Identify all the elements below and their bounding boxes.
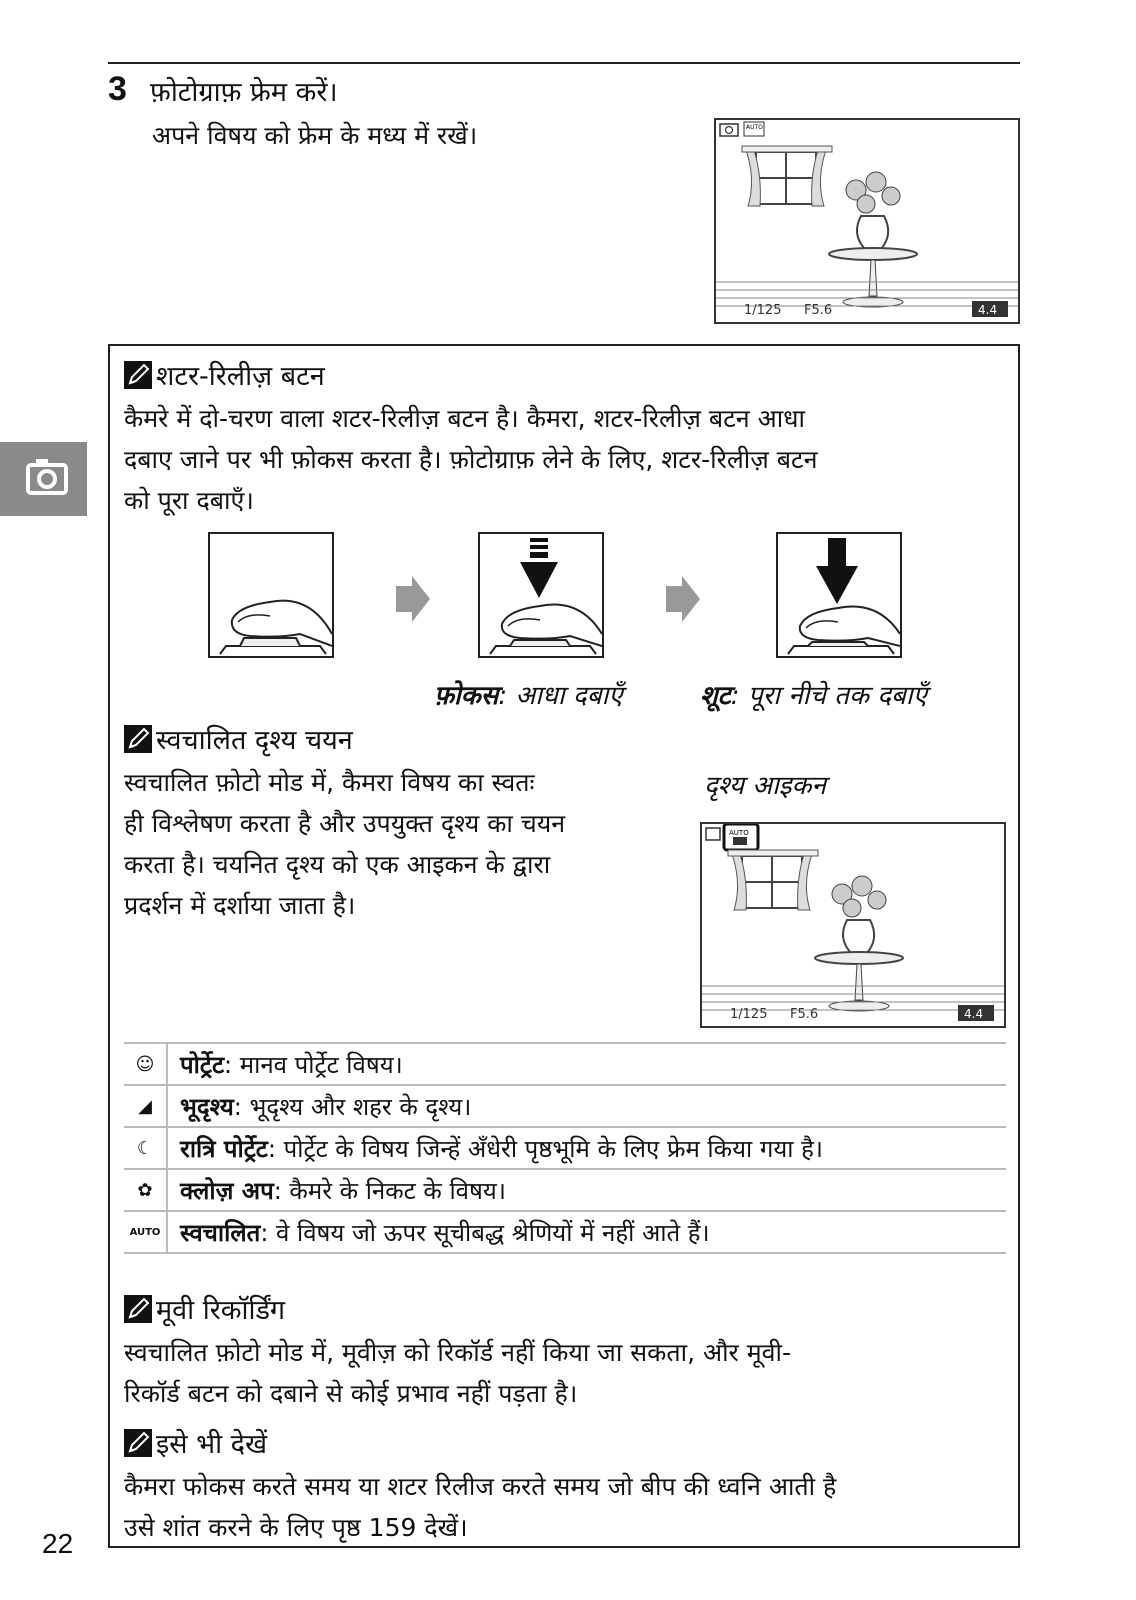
lcd-aperture: F5.6 xyxy=(804,303,833,318)
button-rest-illustration xyxy=(208,532,334,658)
close-up-icon: ✿ xyxy=(124,1169,167,1211)
pencil-icon xyxy=(124,1429,152,1457)
camera-icon xyxy=(0,442,87,516)
button-half-press-illustration xyxy=(478,532,604,658)
table-row: AUTO स्वचालित: वे विषय जो ऊपर सूचीबद्ध श्रेणियों में नहीं आते हैं। xyxy=(124,1211,1006,1253)
lcd-scene-illustration xyxy=(702,824,1004,1026)
movie-paragraph: स्वचालित फ़ोटो मोड में, मूवीज़ को रिकॉर्ड नहीं किया जा सकता, और मूवी- रिकॉर्ड बटन को दबाने से कोई प्रभाव नहीं पड़ता है। xyxy=(124,1338,792,1408)
step-body: अपने विषय को फ्रेम के मध्य में रखें। xyxy=(152,121,478,150)
shoot-caption: शूट: पूरा नीचे तक दबाएँ xyxy=(700,681,927,711)
scene-table xyxy=(124,1042,1006,1254)
scene-icon-caption: दृश्य आइकन xyxy=(704,771,826,801)
note-heading-auto-scene: स्वचालित दृश्य चयन xyxy=(124,720,353,757)
arrow-right-icon xyxy=(392,574,432,624)
night-portrait-icon: ☾ xyxy=(124,1127,167,1169)
table-row: ✿ क्लोज़ अप: कैमरे के निकट के विषय। xyxy=(124,1169,1006,1211)
note-heading-shutter: शटर-रिलीज़ बटन xyxy=(124,356,325,393)
auto-scene-paragraph: स्वचालित फ़ोटो मोड में, कैमरा विषय का स्वतः ही विश्लेषण करता है और उपयुक्त दृश्य का चयन करता है। चयनित दृश्य को एक आइकन के द्वारा प्रदर्शन में दर्शाया जाता है। xyxy=(124,768,566,920)
svg-text:AUTO: AUTO xyxy=(729,829,749,837)
table-row: ◢ भूदृश्य: भूदृश्य और शहर के दृश्य। xyxy=(124,1085,1006,1127)
lcd-scene-illustration xyxy=(716,120,1018,322)
svg-text:AUTO: AUTO xyxy=(746,124,763,131)
shutter-paragraph: कैमरे में दो-चरण वाला शटर-रिलीज़ बटन है। कैमरा, शटर-रिलीज़ बटन आधा दबाए जाने पर भी फ़ोकस करता है। फ़ोटोग्राफ़ लेने के लिए, शटर-रिलीज़ बटन को पूरा दबाएँ। xyxy=(124,404,818,515)
auto-icon: AUTO xyxy=(124,1211,167,1253)
lcd-preview-scene xyxy=(700,822,1006,1028)
see-also-paragraph: कैमरा फोकस करते समय या शटर रिलीज करते समय जो बीप की ध्वनि आती है उसे शांत करने के लिए पृष्ठ 159 देखें। xyxy=(124,1472,837,1542)
pencil-icon xyxy=(124,1295,152,1323)
note-heading-see-also: इसे भी देखें xyxy=(124,1424,267,1461)
pencil-icon xyxy=(124,725,152,753)
lcd-preview xyxy=(714,118,1020,324)
button-full-press-illustration xyxy=(776,532,902,658)
lcd-shutter: 1/125 xyxy=(744,303,782,318)
pencil-icon xyxy=(124,361,152,389)
page-number: 22 xyxy=(42,1528,74,1559)
lcd-frames: 4.4 xyxy=(978,303,998,317)
top-rule xyxy=(108,62,1020,64)
table-row: ☾ रात्रि पोर्ट्रेट: पोर्ट्रेट के विषय जिन्हें अँधेरी पृष्ठभूमि के लिए फ्रेम किया गया है। xyxy=(124,1127,1006,1169)
landscape-icon: ◢ xyxy=(124,1085,167,1127)
portrait-icon: ☺ xyxy=(124,1043,167,1085)
table-row: ☺ पोर्ट्रेट: मानव पोर्ट्रेट विषय। xyxy=(124,1043,1006,1085)
camera-tab xyxy=(0,442,87,516)
arrow-right-icon xyxy=(662,574,702,624)
note-heading-movie: मूवी रिकॉर्डिंग xyxy=(124,1290,285,1327)
lcd-frames: 4.4 xyxy=(964,1007,984,1021)
step-number: 3 xyxy=(108,70,127,108)
lcd-aperture: F5.6 xyxy=(790,1007,819,1022)
focus-caption: फ़ोकस: आधा दबाएँ xyxy=(434,681,623,711)
step-title: फ़ोटोग्राफ़ फ्रेम करें। xyxy=(150,77,338,108)
lcd-shutter: 1/125 xyxy=(730,1007,768,1022)
